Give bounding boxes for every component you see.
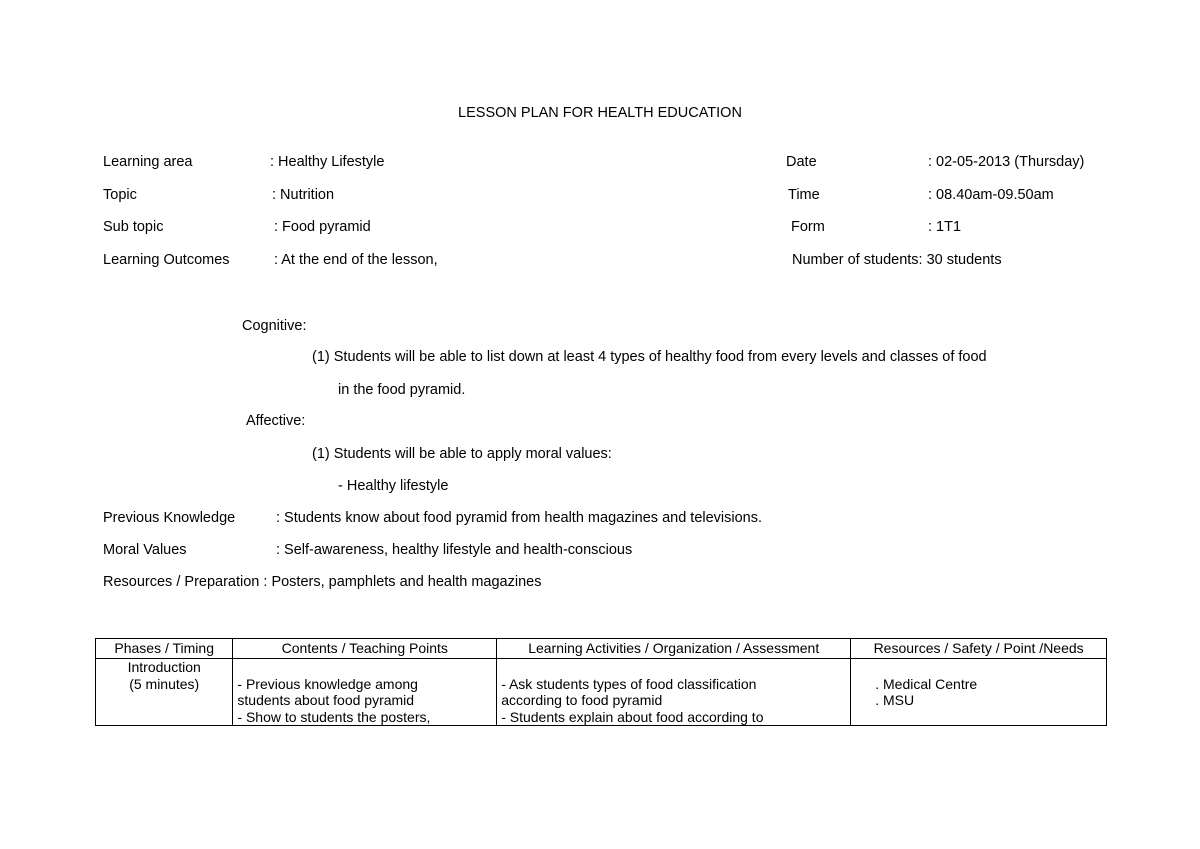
field-label-date: Date [786,154,817,170]
field-value-sub-topic: : Food pyramid [274,219,371,235]
table-header-row [96,639,1107,659]
header-resources: Resources / Safety / Point /Needs [851,639,1107,659]
field-value-previous-knowledge: : Students know about food pyramid from health magazines and televisions. [276,510,763,526]
phase-timing: (5 minutes) [129,675,200,692]
field-label-form: Form [791,219,825,235]
affective-subitem: - Healthy lifestyle [338,478,449,494]
field-label-time: Time [788,187,820,203]
cognitive-heading: Cognitive: [242,318,307,334]
header-contents: Contents / Teaching Points [233,639,497,659]
field-label-learning-outcomes: Learning Outcomes [103,252,230,268]
field-label-sub-topic: Sub topic [103,219,164,235]
field-value-date: : 02-05-2013 (Thursday) [928,154,1085,170]
cell-resources [851,659,1107,726]
field-label-previous-knowledge: Previous Knowledge [103,510,236,526]
field-value-learning-area: : Healthy Lifestyle [270,154,385,170]
field-label-topic: Topic [103,187,137,203]
field-value-topic: : Nutrition [272,187,335,203]
cognitive-item: (1) Students will be able to list down at least 4 types of healthy food from every levels and classes of food [312,349,987,365]
field-value-time: : 08.40am-09.50am [928,187,1054,203]
lesson-table [95,638,1107,726]
contents-line: - Previous knowledge among [237,675,418,692]
activities-line: according to food pyramid [501,692,663,708]
header-learning-activities: Learning Activities / Organization / Assessment [497,639,851,659]
affective-heading: Affective: [246,413,306,429]
activities-line: - Ask students types of food classification [501,675,757,692]
page-title: LESSON PLAN FOR HEALTH EDUCATION [458,105,742,121]
field-value-moral-values: : Self-awareness, healthy lifestyle and health-conscious [276,542,633,558]
field-resources-preparation: Resources / Preparation : Posters, pamphlets and health magazines [103,574,542,590]
field-value-form: : 1T1 [928,219,962,235]
resources-line: . Medical Centre [875,675,978,692]
activities-line: - Students explain about food according to [501,708,764,725]
table-row [96,659,1107,726]
cell-activities [497,659,851,726]
resources-line: . MSU [875,692,915,708]
cell-contents [233,659,497,726]
field-label-moral-values: Moral Values [103,542,187,558]
contents-line: - Show to students the posters, [237,708,431,725]
header-phases-timing: Phases / Timing [96,639,233,659]
cell-phase [96,659,233,726]
field-label-learning-area: Learning area [103,154,193,170]
contents-line: students about food pyramid [237,692,415,708]
field-number-of-students: Number of students: 30 students [792,252,1002,268]
affective-item: (1) Students will be able to apply moral values: [312,446,612,462]
phase-name: Introduction [127,659,201,675]
field-value-learning-outcomes: : At the end of the lesson, [274,252,438,268]
cognitive-item-continued: in the food pyramid. [338,382,466,398]
